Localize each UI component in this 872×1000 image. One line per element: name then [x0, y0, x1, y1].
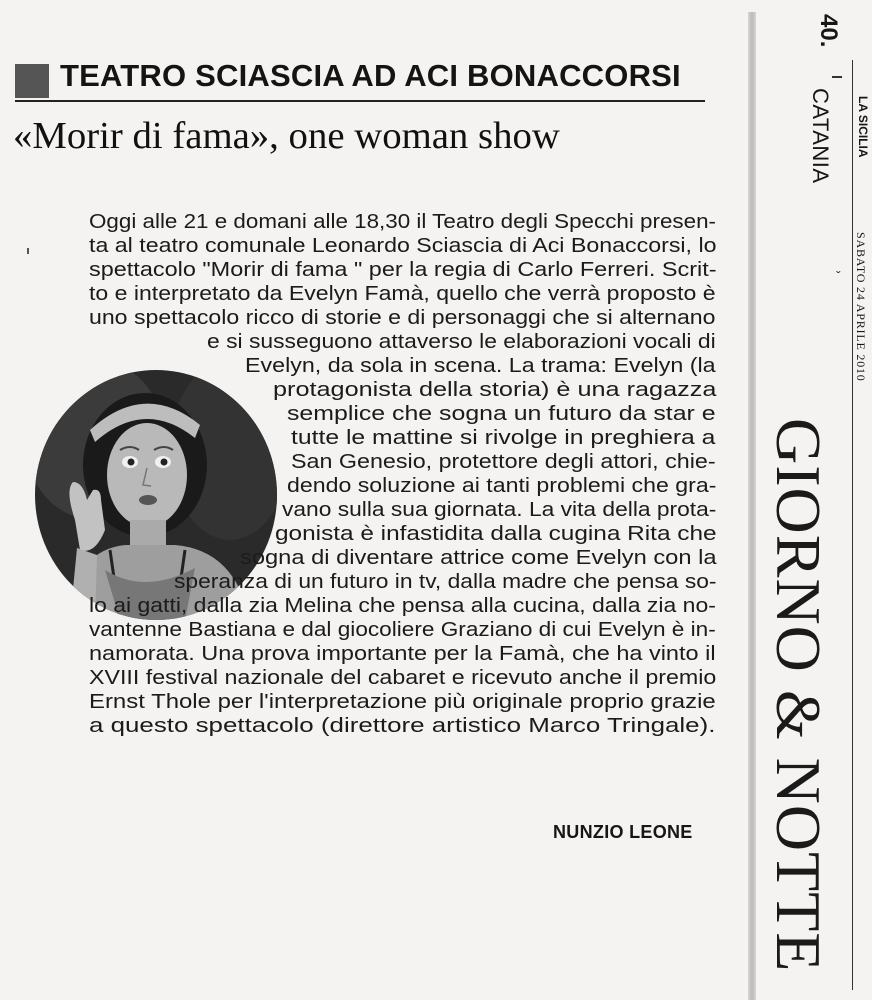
body-line: to e interpretato da Evelyn Famà, quello che verrà proposto è — [89, 283, 716, 305]
margin-mark — [27, 248, 29, 254]
newspaper-name: LA SICILIA — [856, 96, 870, 158]
body-line: namorata. Una prova importante per la Famà, che ha vinto il — [89, 643, 716, 665]
column-title: GIORNO & NOTTE — [763, 418, 834, 973]
headline: «Morir di fama», one woman show — [13, 115, 560, 157]
sidebar-dash — [832, 76, 842, 78]
body-line: XVIII festival nazionale del cabaret e ricevuto anche il premio — [89, 667, 717, 689]
body-line: San Genesio, protettore degli attori, chie- — [291, 451, 716, 473]
body-line: e si susseguono attaverso le elaborazioni vocali di — [207, 331, 716, 353]
body-line: lo ai gatti, dalla zia Melina che pensa alla cucina, dalla zia no- — [89, 595, 716, 617]
body-line: a questo spettacolo (direttore artistico Marco Tringale). — [89, 715, 716, 737]
margin-tick: ˇ — [836, 268, 841, 284]
body-line: tutte le mattine si rivolge in preghiera a — [291, 427, 716, 449]
page-number: 40. — [815, 14, 842, 48]
body-line: gonista è infastidita dalla cugina Rita che — [275, 523, 717, 545]
issue-date: SABATO 24 APRILE 2010 — [854, 232, 868, 382]
body-line: spettacolo "Morir di fama " per la regia di Carlo Ferreri. Scrit- — [89, 259, 717, 281]
body-line: vano sulla sua giornata. La vita della prota- — [282, 499, 717, 521]
body-line: Oggi alle 21 e domani alle 18,30 il Teatro degli Specchi presen- — [89, 211, 716, 233]
fold-shadow — [748, 12, 756, 1000]
body-line: semplice che sogna un futuro da star e — [287, 403, 716, 425]
body-line: sogna di diventare attrice come Evelyn con la — [240, 547, 717, 569]
kicker-square-marker — [15, 64, 49, 98]
body-line: protagonista della storia) è una ragazza — [273, 379, 717, 401]
body-line: dendo soluzione ai tanti problemi che gra- — [287, 475, 717, 497]
section-name: CATANIA — [808, 88, 833, 184]
body-line: speranza di un futuro in tv, dalla madre che pensa so- — [174, 571, 717, 593]
sidebar-rule — [852, 60, 853, 990]
body-line: ta al teatro comunale Leonardo Sciascia di Aci Bonaccorsi, lo — [89, 235, 717, 257]
body-line: uno spettacolo ricco di storie e di personaggi che si alternano — [89, 307, 716, 329]
body-line: vantenne Bastiana e dal giocoliere Graziano di cui Evelyn è in- — [89, 619, 716, 641]
kicker-title: TEATRO SCIASCIA AD ACI BONACCORSI — [60, 58, 681, 93]
author-byline: NUNZIO LEONE — [553, 822, 693, 842]
kicker-rule — [15, 100, 705, 102]
body-line: Ernst Thole per l'interpretazione più originale proprio grazie — [89, 691, 716, 713]
body-line: Evelyn, da sola in scena. La trama: Evelyn (la — [245, 355, 716, 377]
